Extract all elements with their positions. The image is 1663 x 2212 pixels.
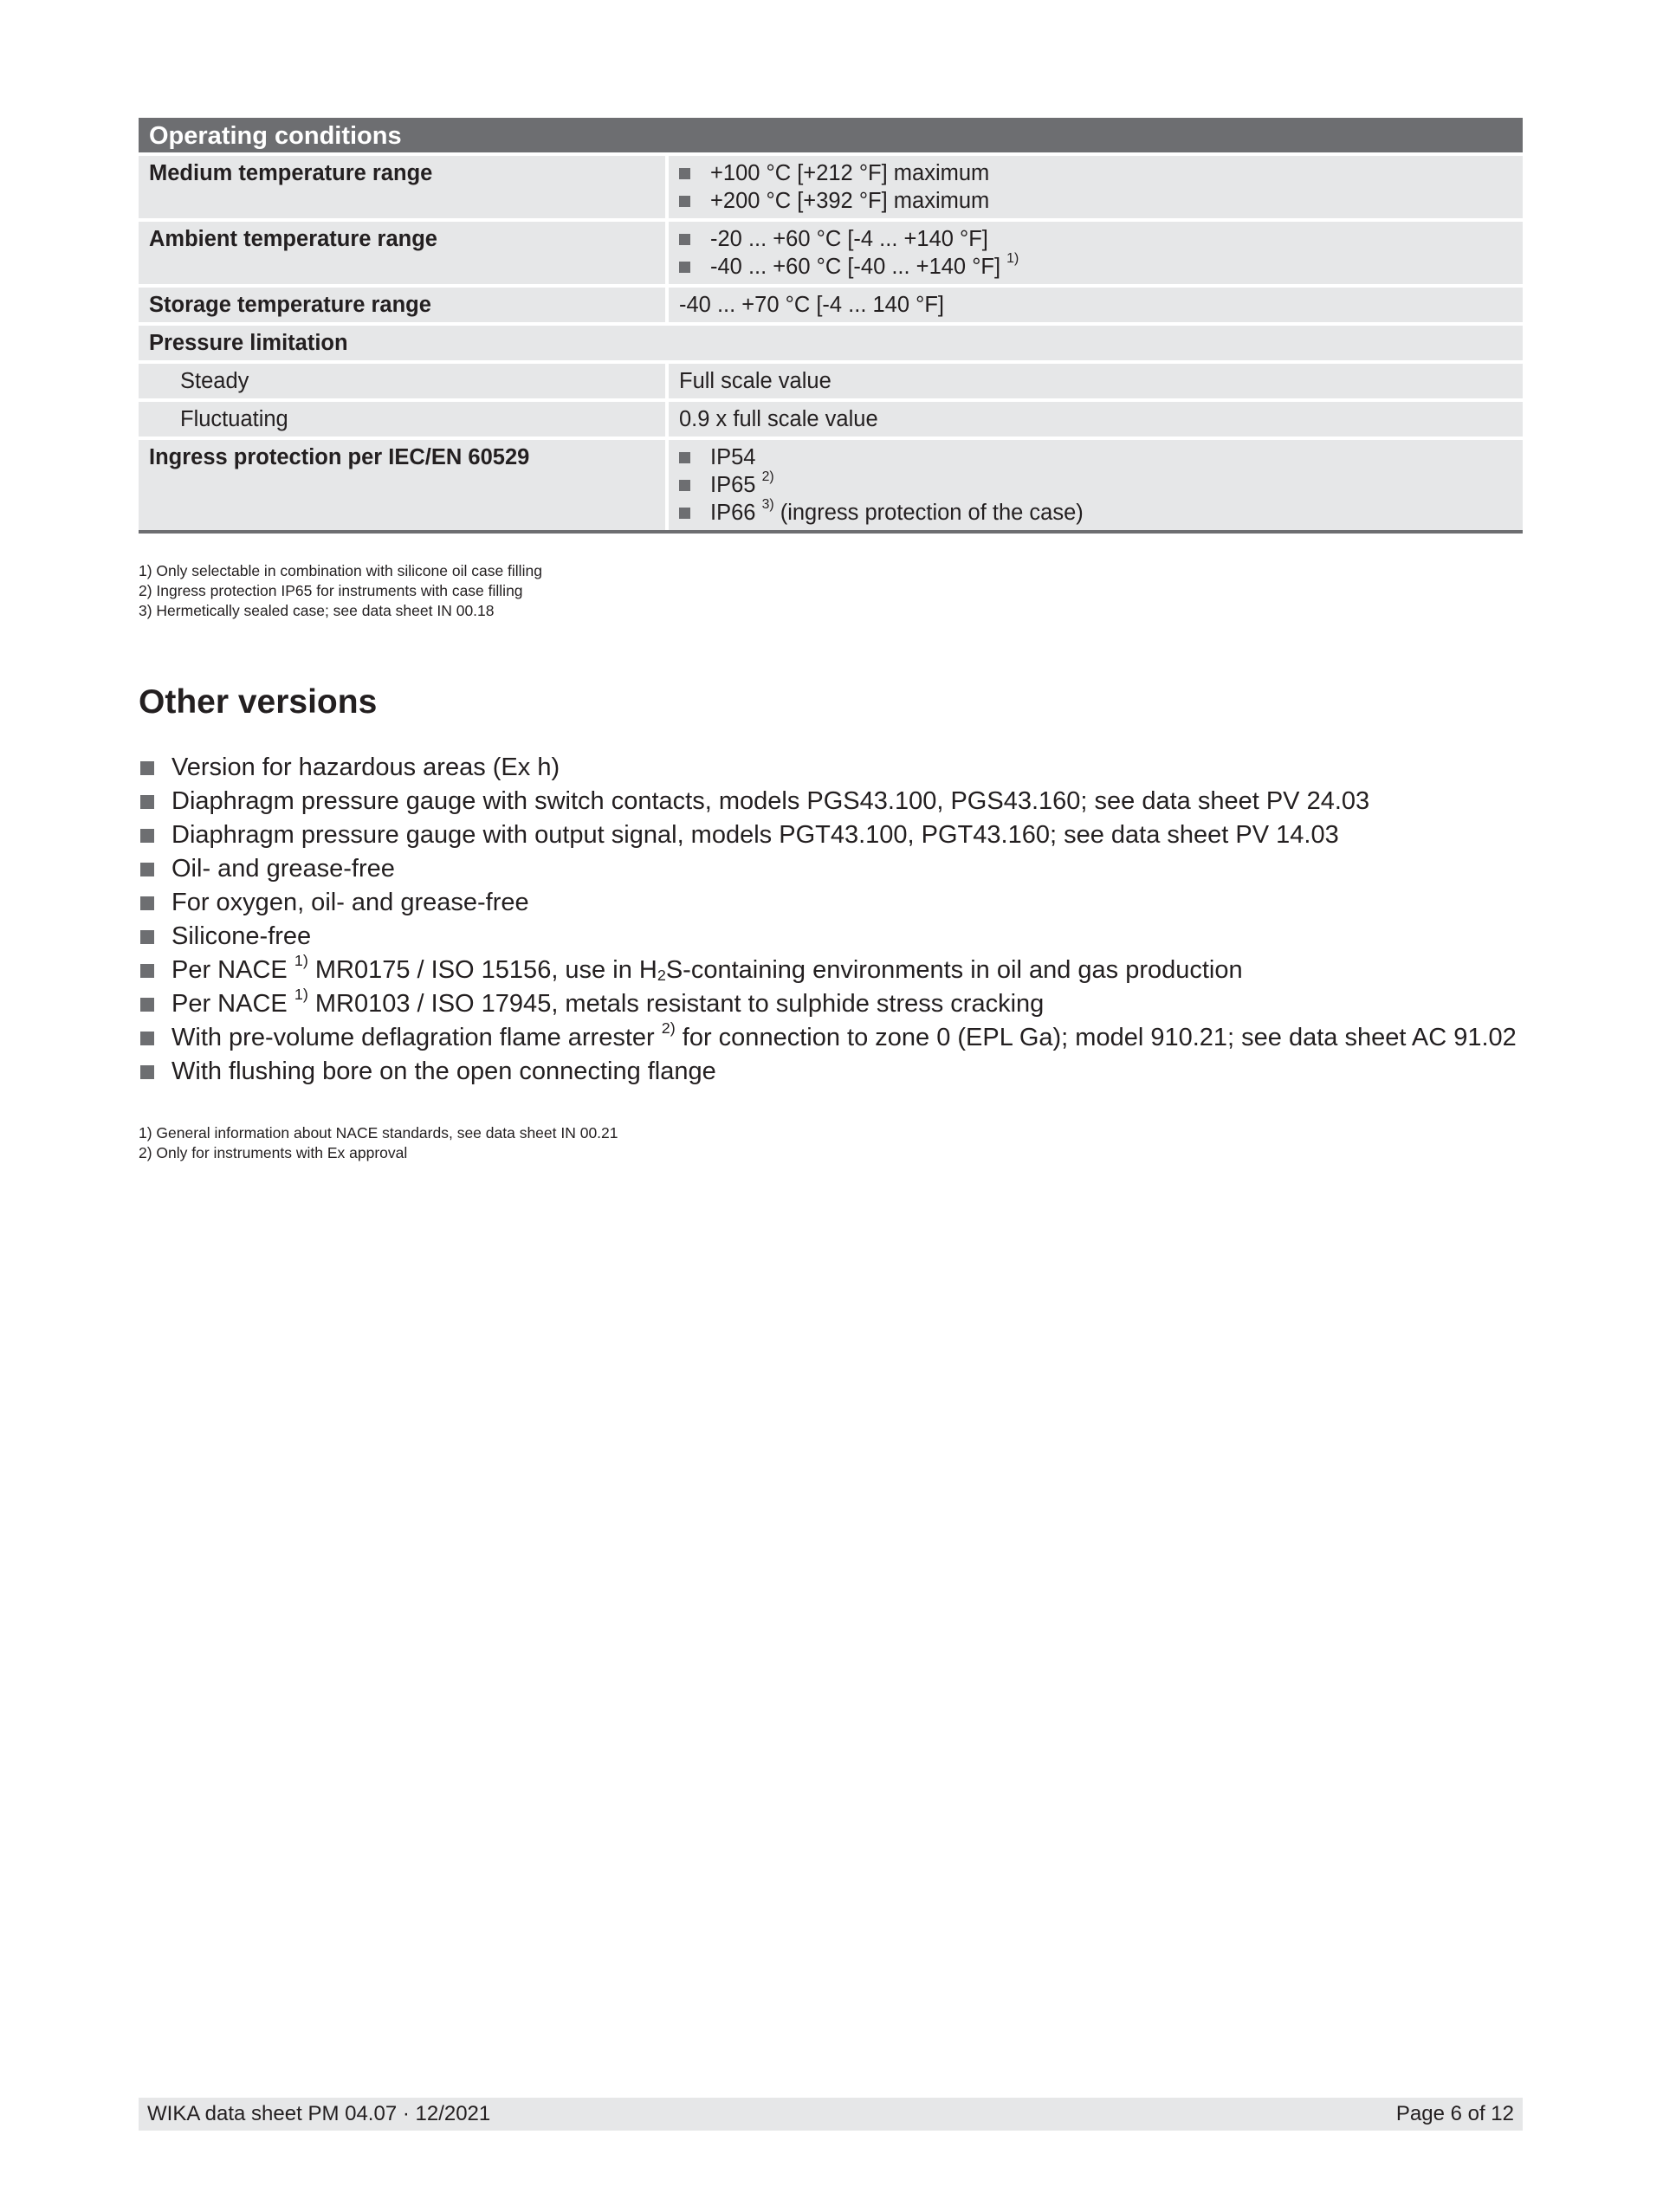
footnote: 1) General information about NACE standards, see data sheet IN 00.21	[139, 1124, 618, 1142]
square-bullet-icon	[140, 896, 154, 910]
square-bullet-icon	[140, 998, 154, 1012]
list-item: IP66 $^{3)}$ (ingress protection of the case)	[679, 499, 1512, 527]
square-bullet-icon	[140, 1032, 154, 1045]
footnote-ref: 1)	[294, 952, 308, 970]
square-bullet-icon	[679, 480, 690, 491]
table-row	[139, 440, 1523, 530]
list-item: Diaphragm pressure gauge with output signal, models PGT43.100, PGT43.160; see data sheet PV 14.03	[139, 818, 1523, 852]
square-bullet-icon	[679, 196, 690, 207]
table-row	[139, 326, 1523, 360]
footnote-ref: 2)	[761, 469, 774, 484]
table-row	[139, 364, 1523, 398]
table-row	[139, 156, 1523, 218]
section-title: Other versions	[139, 683, 378, 721]
list-item: -20 ... +60 °C [-4 ... +140 °F]	[679, 225, 1512, 253]
footnote: 2) Ingress protection IP65 for instruments with case filling	[139, 582, 523, 599]
square-bullet-icon	[140, 1065, 154, 1079]
square-bullet-icon	[140, 795, 154, 809]
square-bullet-icon	[140, 930, 154, 944]
row-label: Ingress protection per IEC/EN 60529	[139, 440, 665, 530]
row-value	[669, 440, 1523, 530]
square-bullet-icon	[140, 863, 154, 876]
row-label: Steady	[139, 364, 665, 398]
square-bullet-icon	[679, 262, 690, 273]
subscript: 2	[657, 967, 666, 985]
list-item: IP54	[679, 443, 1512, 471]
table-row	[139, 222, 1523, 284]
square-bullet-icon	[679, 168, 690, 179]
list-item: -40 ... +60 °C [-40 ... +140 °F] $^{1)}$	[679, 253, 1512, 281]
page-content	[139, 118, 1523, 1163]
square-bullet-icon	[679, 234, 690, 245]
row-value: 0.9 x full scale value	[669, 402, 1523, 437]
footnote: 3) Hermetically sealed case; see data sheet IN 00.18	[139, 602, 495, 619]
list-item: Version for hazardous areas (Ex h)	[139, 751, 1523, 785]
list-item: With pre-volume deflagration flame arrester $^{2)}$ for connection to zone 0 (EPL Ga); model 910.21; see data sheet AC 91.02	[139, 1021, 1523, 1055]
table-header: Operating conditions	[139, 118, 1523, 152]
footnote: 2) Only for instruments with Ex approval	[139, 1144, 408, 1161]
row-value	[669, 156, 1523, 218]
footnote: 1) Only selectable in combination with silicone oil case filling	[139, 562, 542, 579]
page-number: Page 6 of 12	[1395, 2102, 1514, 2125]
footnote-ref: 3)	[761, 496, 774, 512]
table-row	[139, 402, 1523, 437]
list-item: IP65 $^{2)}$	[679, 471, 1512, 499]
list-item: +100 °C [+212 °F] maximum	[679, 159, 1512, 187]
square-bullet-icon	[140, 829, 154, 843]
list-item: For oxygen, oil- and grease-free	[139, 886, 1523, 920]
square-bullet-icon	[140, 964, 154, 978]
row-label: Pressure limitation	[139, 326, 1523, 360]
footnote-ref: 2)	[661, 1019, 676, 1038]
row-label: Storage temperature range	[139, 288, 665, 322]
square-bullet-icon	[679, 452, 690, 463]
list-item: Diaphragm pressure gauge with switch contacts, models PGS43.100, PGS43.160; see data sheet PV 24.03	[139, 785, 1523, 818]
row-label: Fluctuating	[139, 402, 665, 437]
operating-conditions-table	[139, 118, 1523, 534]
table-row	[139, 288, 1523, 322]
list-item: Per NACE $^{1)}$ MR0175 / ISO 15156, use in H $_2$ S-containing environments in oil and gas production	[139, 954, 1523, 987]
footer-doc-id: WIKA data sheet PM 04.07 · 12/2021	[147, 2102, 491, 2125]
list-item: With flushing bore on the open connecting flange	[139, 1055, 1523, 1089]
section-footnotes	[139, 1123, 1523, 1163]
footnote-ref: 1)	[1006, 250, 1019, 266]
page-footer	[139, 2098, 1523, 2131]
list-item: +200 °C [+392 °F] maximum	[679, 187, 1512, 215]
square-bullet-icon	[679, 508, 690, 519]
list-item: Silicone-free	[139, 920, 1523, 954]
row-label: Ambient temperature range	[139, 222, 665, 284]
row-value	[669, 222, 1523, 284]
other-versions-list	[139, 751, 1523, 1089]
footnote-ref: 1)	[294, 986, 308, 1004]
square-bullet-icon	[140, 761, 154, 775]
row-value: Full scale value	[669, 364, 1523, 398]
list-item: Oil- and grease-free	[139, 852, 1523, 886]
list-item: Per NACE $^{1)}$ MR0103 / ISO 17945, metals resistant to sulphide stress cracking	[139, 987, 1523, 1021]
table-footnotes	[139, 561, 1523, 621]
row-label: Medium temperature range	[139, 156, 665, 218]
row-value: -40 ... +70 °C [-4 ... 140 °F]	[669, 288, 1523, 322]
